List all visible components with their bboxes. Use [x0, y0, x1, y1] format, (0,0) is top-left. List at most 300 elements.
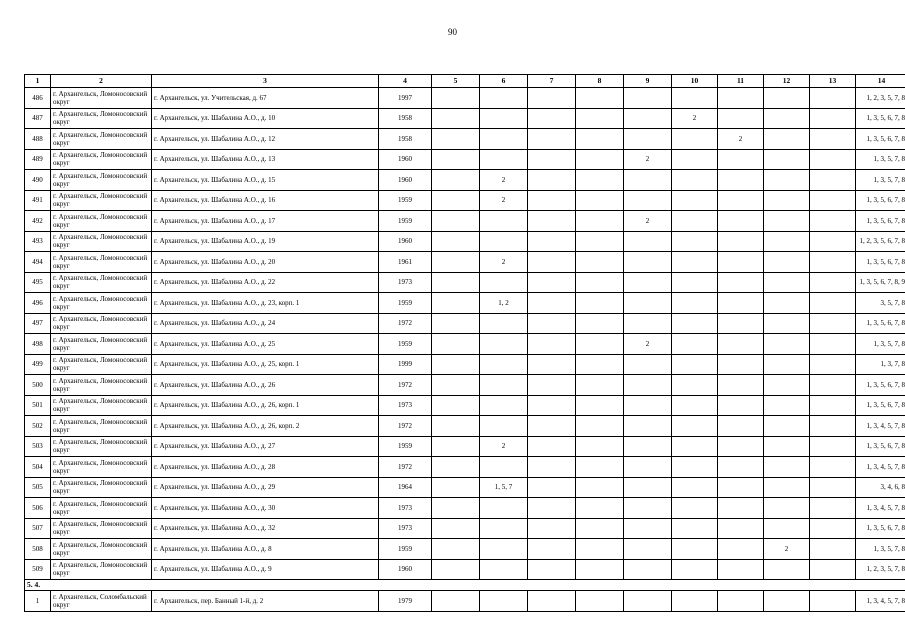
- address-cell: г. Архангельск, ул. Шабалина А.О., д. 25, корп. 1: [152, 354, 379, 375]
- col10-cell: [672, 293, 718, 314]
- column-header: 5: [432, 75, 480, 88]
- col12-cell: [764, 129, 810, 150]
- col5-cell: [432, 436, 480, 457]
- row-number: 493: [25, 231, 51, 252]
- col11-cell: [718, 498, 764, 519]
- col12-cell: [764, 518, 810, 539]
- district-cell: г. Архангельск, Ломоносовский округ: [51, 518, 152, 539]
- col10-cell: [672, 313, 718, 334]
- col12-cell: [764, 457, 810, 478]
- row-number: 499: [25, 354, 51, 375]
- col12-cell: [764, 334, 810, 355]
- row-number: 490: [25, 170, 51, 191]
- col13-cell: [810, 313, 856, 334]
- address-cell: г. Архангельск, ул. Шабалина А.О., д. 26: [152, 375, 379, 396]
- col8-cell: [576, 436, 624, 457]
- col12-cell: [764, 395, 810, 416]
- col12-cell: [764, 313, 810, 334]
- col8-cell: [576, 334, 624, 355]
- col12-cell: [764, 252, 810, 273]
- row-number: 501: [25, 395, 51, 416]
- col8-cell: [576, 149, 624, 170]
- col8-cell: [576, 591, 624, 612]
- col10-cell: [672, 334, 718, 355]
- col12-cell: [764, 559, 810, 580]
- col11-cell: [718, 591, 764, 612]
- address-cell: г. Архангельск, ул. Шабалина А.О., д. 10: [152, 108, 379, 129]
- address-cell: г. Архангельск, ул. Шабалина А.О., д. 25: [152, 334, 379, 355]
- col10-cell: [672, 231, 718, 252]
- column-header: 14: [856, 75, 905, 88]
- col14-cell: 1, 3, 5, 6, 7, 8: [856, 375, 905, 396]
- col11-cell: [718, 252, 764, 273]
- col14-cell: 1, 3, 4, 5, 7, 8: [856, 498, 905, 519]
- address-cell: г. Архангельск, ул. Шабалина А.О., д. 8: [152, 539, 379, 560]
- col13-cell: [810, 190, 856, 211]
- row-number: 502: [25, 416, 51, 437]
- col8-cell: [576, 375, 624, 396]
- col5-cell: [432, 559, 480, 580]
- row-number: 497: [25, 313, 51, 334]
- table-row: [25, 149, 905, 170]
- col7-cell: [528, 518, 576, 539]
- table-row: [25, 354, 905, 375]
- col5-cell: [432, 252, 480, 273]
- col11-cell: [718, 477, 764, 498]
- col14-cell: 1, 3, 5, 6, 7, 8: [856, 252, 905, 273]
- address-cell: г. Архангельск, ул. Шабалина А.О., д. 12: [152, 129, 379, 150]
- col9-cell: [624, 108, 672, 129]
- address-cell: г. Архангельск, ул. Шабалина А.О., д. 15: [152, 170, 379, 191]
- col14-cell: 1, 3, 5, 7, 8: [856, 149, 905, 170]
- column-header: 4: [379, 75, 432, 88]
- row-number: 505: [25, 477, 51, 498]
- col11-cell: [718, 457, 764, 478]
- table-row: [25, 375, 905, 396]
- col8-cell: [576, 477, 624, 498]
- col13-cell: [810, 231, 856, 252]
- col6-cell: [480, 108, 528, 129]
- col13-cell: [810, 354, 856, 375]
- col6-cell: [480, 518, 528, 539]
- col9-cell: [624, 416, 672, 437]
- col7-cell: [528, 591, 576, 612]
- col10-cell: [672, 436, 718, 457]
- address-cell: г. Архангельск, ул. Учительская, д. 67: [152, 88, 379, 109]
- col5-cell: [432, 334, 480, 355]
- col8-cell: [576, 498, 624, 519]
- year-cell: 1959: [379, 211, 432, 232]
- col11-cell: [718, 170, 764, 191]
- year-cell: 1972: [379, 457, 432, 478]
- col6-cell: [480, 334, 528, 355]
- year-cell: 1961: [379, 252, 432, 273]
- year-cell: 1960: [379, 149, 432, 170]
- col6-cell: 2: [480, 252, 528, 273]
- year-cell: 1972: [379, 416, 432, 437]
- table-row: [25, 129, 905, 150]
- col5-cell: [432, 313, 480, 334]
- col14-cell: 1, 3, 4, 5, 7, 8: [856, 416, 905, 437]
- col6-cell: [480, 395, 528, 416]
- col13-cell: [810, 436, 856, 457]
- col11-cell: [718, 313, 764, 334]
- address-cell: г. Архангельск, ул. Шабалина А.О., д. 13: [152, 149, 379, 170]
- district-cell: г. Архангельск, Ломоносовский округ: [51, 375, 152, 396]
- col10-cell: [672, 272, 718, 293]
- col7-cell: [528, 231, 576, 252]
- col12-cell: [764, 272, 810, 293]
- address-cell: г. Архангельск, ул. Шабалина А.О., д. 29: [152, 477, 379, 498]
- col13-cell: [810, 416, 856, 437]
- col10-cell: [672, 211, 718, 232]
- col9-cell: [624, 170, 672, 191]
- col9-cell: [624, 436, 672, 457]
- col6-cell: [480, 591, 528, 612]
- address-cell: г. Архангельск, ул. Шабалина А.О., д. 9: [152, 559, 379, 580]
- col13-cell: [810, 539, 856, 560]
- col12-cell: [764, 416, 810, 437]
- address-cell: г. Архангельск, ул. Шабалина А.О., д. 20: [152, 252, 379, 273]
- col14-cell: 3, 4, 6, 8: [856, 477, 905, 498]
- col14-cell: 1, 3, 5, 6, 7, 8: [856, 190, 905, 211]
- year-cell: 1999: [379, 354, 432, 375]
- col14-cell: 1, 3, 4, 5, 7, 8: [856, 591, 905, 612]
- col10-cell: 2: [672, 108, 718, 129]
- col12-cell: [764, 591, 810, 612]
- col14-cell: 1, 2, 3, 5, 7, 8: [856, 88, 905, 109]
- col12-cell: [764, 436, 810, 457]
- col9-cell: [624, 272, 672, 293]
- district-cell: г. Архангельск, Ломоносовский округ: [51, 231, 152, 252]
- year-cell: 1972: [379, 313, 432, 334]
- address-cell: г. Архангельск, ул. Шабалина А.О., д. 24: [152, 313, 379, 334]
- row-number: 500: [25, 375, 51, 396]
- col9-cell: [624, 395, 672, 416]
- col7-cell: [528, 129, 576, 150]
- table-row: [25, 518, 905, 539]
- col9-cell: [624, 375, 672, 396]
- col12-cell: [764, 498, 810, 519]
- col7-cell: [528, 293, 576, 314]
- address-cell: г. Архангельск, ул. Шабалина А.О., д. 28: [152, 457, 379, 478]
- col5-cell: [432, 272, 480, 293]
- district-cell: г. Архангельск, Ломоносовский округ: [51, 416, 152, 437]
- col7-cell: [528, 375, 576, 396]
- col9-cell: [624, 498, 672, 519]
- row-number: 507: [25, 518, 51, 539]
- col9-cell: 2: [624, 211, 672, 232]
- col9-cell: [624, 88, 672, 109]
- col5-cell: [432, 149, 480, 170]
- col8-cell: [576, 252, 624, 273]
- table-row: [25, 313, 905, 334]
- col12-cell: [764, 231, 810, 252]
- row-number: 491: [25, 190, 51, 211]
- col9-cell: [624, 457, 672, 478]
- col7-cell: [528, 354, 576, 375]
- year-cell: 1959: [379, 539, 432, 560]
- col14-cell: 1, 3, 5, 6, 7, 8: [856, 108, 905, 129]
- col11-cell: [718, 231, 764, 252]
- column-header: 11: [718, 75, 764, 88]
- col12-cell: [764, 88, 810, 109]
- address-cell: г. Архангельск, пер. Банный 1-й, д. 2: [152, 591, 379, 612]
- col12-cell: [764, 211, 810, 232]
- col7-cell: [528, 252, 576, 273]
- col11-cell: [718, 559, 764, 580]
- col7-cell: [528, 559, 576, 580]
- year-cell: 1979: [379, 591, 432, 612]
- col10-cell: [672, 129, 718, 150]
- year-cell: 1973: [379, 272, 432, 293]
- col11-cell: [718, 395, 764, 416]
- col12-cell: [764, 149, 810, 170]
- col10-cell: [672, 395, 718, 416]
- col14-cell: 1, 3, 5, 6, 7, 8: [856, 129, 905, 150]
- district-cell: г. Архангельск, Ломоносовский округ: [51, 559, 152, 580]
- col11-cell: [718, 293, 764, 314]
- col5-cell: [432, 498, 480, 519]
- district-cell: г. Архангельск, Ломоносовский округ: [51, 129, 152, 150]
- col8-cell: [576, 559, 624, 580]
- col6-cell: 1, 2: [480, 293, 528, 314]
- district-cell: г. Архангельск, Соломбальский округ: [51, 591, 152, 612]
- year-cell: 1964: [379, 477, 432, 498]
- col9-cell: [624, 559, 672, 580]
- col9-cell: [624, 293, 672, 314]
- col10-cell: [672, 477, 718, 498]
- column-header: 12: [764, 75, 810, 88]
- col9-cell: [624, 354, 672, 375]
- year-cell: 1972: [379, 375, 432, 396]
- col12-cell: [764, 375, 810, 396]
- district-cell: г. Архангельск, Ломоносовский округ: [51, 395, 152, 416]
- column-header: 3: [152, 75, 379, 88]
- address-cell: г. Архангельск, ул. Шабалина А.О., д. 30: [152, 498, 379, 519]
- col13-cell: [810, 252, 856, 273]
- col9-cell: [624, 190, 672, 211]
- address-cell: г. Архангельск, ул. Шабалина А.О., д. 22: [152, 272, 379, 293]
- col10-cell: [672, 518, 718, 539]
- col11-cell: [718, 334, 764, 355]
- col10-cell: [672, 354, 718, 375]
- address-cell: г. Архангельск, ул. Шабалина А.О., д. 19: [152, 231, 379, 252]
- year-cell: 1973: [379, 395, 432, 416]
- year-cell: 1958: [379, 108, 432, 129]
- col8-cell: [576, 416, 624, 437]
- row-number: 506: [25, 498, 51, 519]
- col12-cell: 2: [764, 539, 810, 560]
- col7-cell: [528, 211, 576, 232]
- year-cell: 1959: [379, 436, 432, 457]
- col13-cell: [810, 457, 856, 478]
- table-row: [25, 539, 905, 560]
- col5-cell: [432, 129, 480, 150]
- year-cell: 1997: [379, 88, 432, 109]
- address-cell: г. Архангельск, ул. Шабалина А.О., д. 26, корп. 2: [152, 416, 379, 437]
- col11-cell: [718, 272, 764, 293]
- col11-cell: 2: [718, 129, 764, 150]
- col10-cell: [672, 559, 718, 580]
- district-cell: г. Архангельск, Ломоносовский округ: [51, 334, 152, 355]
- table-row: [25, 272, 905, 293]
- col6-cell: [480, 375, 528, 396]
- table-row: [25, 591, 905, 612]
- col6-cell: 2: [480, 190, 528, 211]
- col13-cell: [810, 211, 856, 232]
- col8-cell: [576, 129, 624, 150]
- row-number: 488: [25, 129, 51, 150]
- col9-cell: [624, 129, 672, 150]
- col6-cell: [480, 211, 528, 232]
- col13-cell: [810, 108, 856, 129]
- column-header: 10: [672, 75, 718, 88]
- col13-cell: [810, 591, 856, 612]
- col14-cell: 1, 2, 3, 5, 6, 7, 8: [856, 231, 905, 252]
- table-row: [25, 395, 905, 416]
- col13-cell: [810, 518, 856, 539]
- table-row: [25, 88, 905, 109]
- col10-cell: [672, 149, 718, 170]
- column-header: 1: [25, 75, 51, 88]
- col10-cell: [672, 190, 718, 211]
- table-row: [25, 477, 905, 498]
- year-cell: 1959: [379, 293, 432, 314]
- header-row: [25, 75, 905, 88]
- year-cell: 1960: [379, 170, 432, 191]
- col14-cell: 1, 3, 5, 6, 7, 8: [856, 395, 905, 416]
- address-cell: г. Архангельск, ул. Шабалина А.О., д. 16: [152, 190, 379, 211]
- col5-cell: [432, 395, 480, 416]
- col9-cell: [624, 591, 672, 612]
- col14-cell: 1, 3, 5, 6, 7, 8: [856, 211, 905, 232]
- col6-cell: 2: [480, 170, 528, 191]
- col10-cell: [672, 591, 718, 612]
- col12-cell: [764, 477, 810, 498]
- table-row: [25, 416, 905, 437]
- col11-cell: [718, 416, 764, 437]
- col6-cell: [480, 457, 528, 478]
- col5-cell: [432, 170, 480, 191]
- district-cell: г. Архангельск, Ломоносовский округ: [51, 293, 152, 314]
- col7-cell: [528, 498, 576, 519]
- col10-cell: [672, 457, 718, 478]
- year-cell: 1973: [379, 498, 432, 519]
- col5-cell: [432, 539, 480, 560]
- table-row: [25, 457, 905, 478]
- col6-cell: [480, 231, 528, 252]
- col12-cell: [764, 190, 810, 211]
- col14-cell: 1, 3, 5, 6, 7, 8: [856, 436, 905, 457]
- col14-cell: 1, 3, 5, 7, 8: [856, 539, 905, 560]
- table-row: [25, 334, 905, 355]
- address-cell: г. Архангельск, ул. Шабалина А.О., д. 32: [152, 518, 379, 539]
- col10-cell: [672, 498, 718, 519]
- column-header: 13: [810, 75, 856, 88]
- col13-cell: [810, 477, 856, 498]
- col13-cell: [810, 375, 856, 396]
- col12-cell: [764, 293, 810, 314]
- col13-cell: [810, 272, 856, 293]
- row-number: 486: [25, 88, 51, 109]
- col6-cell: [480, 313, 528, 334]
- address-cell: г. Архангельск, ул. Шабалина А.О., д. 27: [152, 436, 379, 457]
- column-header: 8: [576, 75, 624, 88]
- col9-cell: [624, 539, 672, 560]
- col13-cell: [810, 170, 856, 191]
- row-number: 487: [25, 108, 51, 129]
- table-row: [25, 190, 905, 211]
- column-header: 6: [480, 75, 528, 88]
- col8-cell: [576, 293, 624, 314]
- year-cell: 1960: [379, 231, 432, 252]
- district-cell: г. Архангельск, Ломоносовский округ: [51, 498, 152, 519]
- col7-cell: [528, 477, 576, 498]
- table-body: [25, 88, 905, 612]
- col13-cell: [810, 559, 856, 580]
- col5-cell: [432, 518, 480, 539]
- col5-cell: [432, 88, 480, 109]
- col7-cell: [528, 416, 576, 437]
- col7-cell: [528, 313, 576, 334]
- col5-cell: [432, 375, 480, 396]
- col5-cell: [432, 416, 480, 437]
- col7-cell: [528, 436, 576, 457]
- table-row: [25, 293, 905, 314]
- col14-cell: 1, 3, 5, 6, 7, 8: [856, 518, 905, 539]
- col7-cell: [528, 88, 576, 109]
- col14-cell: 1, 3, 5, 7, 8: [856, 170, 905, 191]
- row-number: 495: [25, 272, 51, 293]
- row-number: 509: [25, 559, 51, 580]
- col7-cell: [528, 149, 576, 170]
- col8-cell: [576, 211, 624, 232]
- col7-cell: [528, 170, 576, 191]
- district-cell: г. Архангельск, Ломоносовский округ: [51, 211, 152, 232]
- row-number: 504: [25, 457, 51, 478]
- col11-cell: [718, 539, 764, 560]
- data-table: [24, 74, 905, 612]
- col6-cell: 1, 5, 7: [480, 477, 528, 498]
- table-row: [25, 231, 905, 252]
- col11-cell: [718, 354, 764, 375]
- table-row: [25, 252, 905, 273]
- col8-cell: [576, 518, 624, 539]
- address-cell: г. Архангельск, ул. Шабалина А.О., д. 17: [152, 211, 379, 232]
- col6-cell: [480, 354, 528, 375]
- col10-cell: [672, 252, 718, 273]
- col5-cell: [432, 211, 480, 232]
- district-cell: г. Архангельск, Ломоносовский округ: [51, 477, 152, 498]
- district-cell: г. Архангельск, Ломоносовский округ: [51, 149, 152, 170]
- year-cell: 1959: [379, 190, 432, 211]
- col9-cell: [624, 518, 672, 539]
- col7-cell: [528, 190, 576, 211]
- col5-cell: [432, 591, 480, 612]
- col8-cell: [576, 190, 624, 211]
- col11-cell: [718, 88, 764, 109]
- district-cell: г. Архангельск, Ломоносовский округ: [51, 108, 152, 129]
- col7-cell: [528, 334, 576, 355]
- col11-cell: [718, 190, 764, 211]
- col5-cell: [432, 457, 480, 478]
- district-cell: г. Архангельск, Ломоносовский округ: [51, 539, 152, 560]
- table-row: [25, 211, 905, 232]
- col9-cell: 2: [624, 149, 672, 170]
- table-row: [25, 498, 905, 519]
- year-cell: 1959: [379, 334, 432, 355]
